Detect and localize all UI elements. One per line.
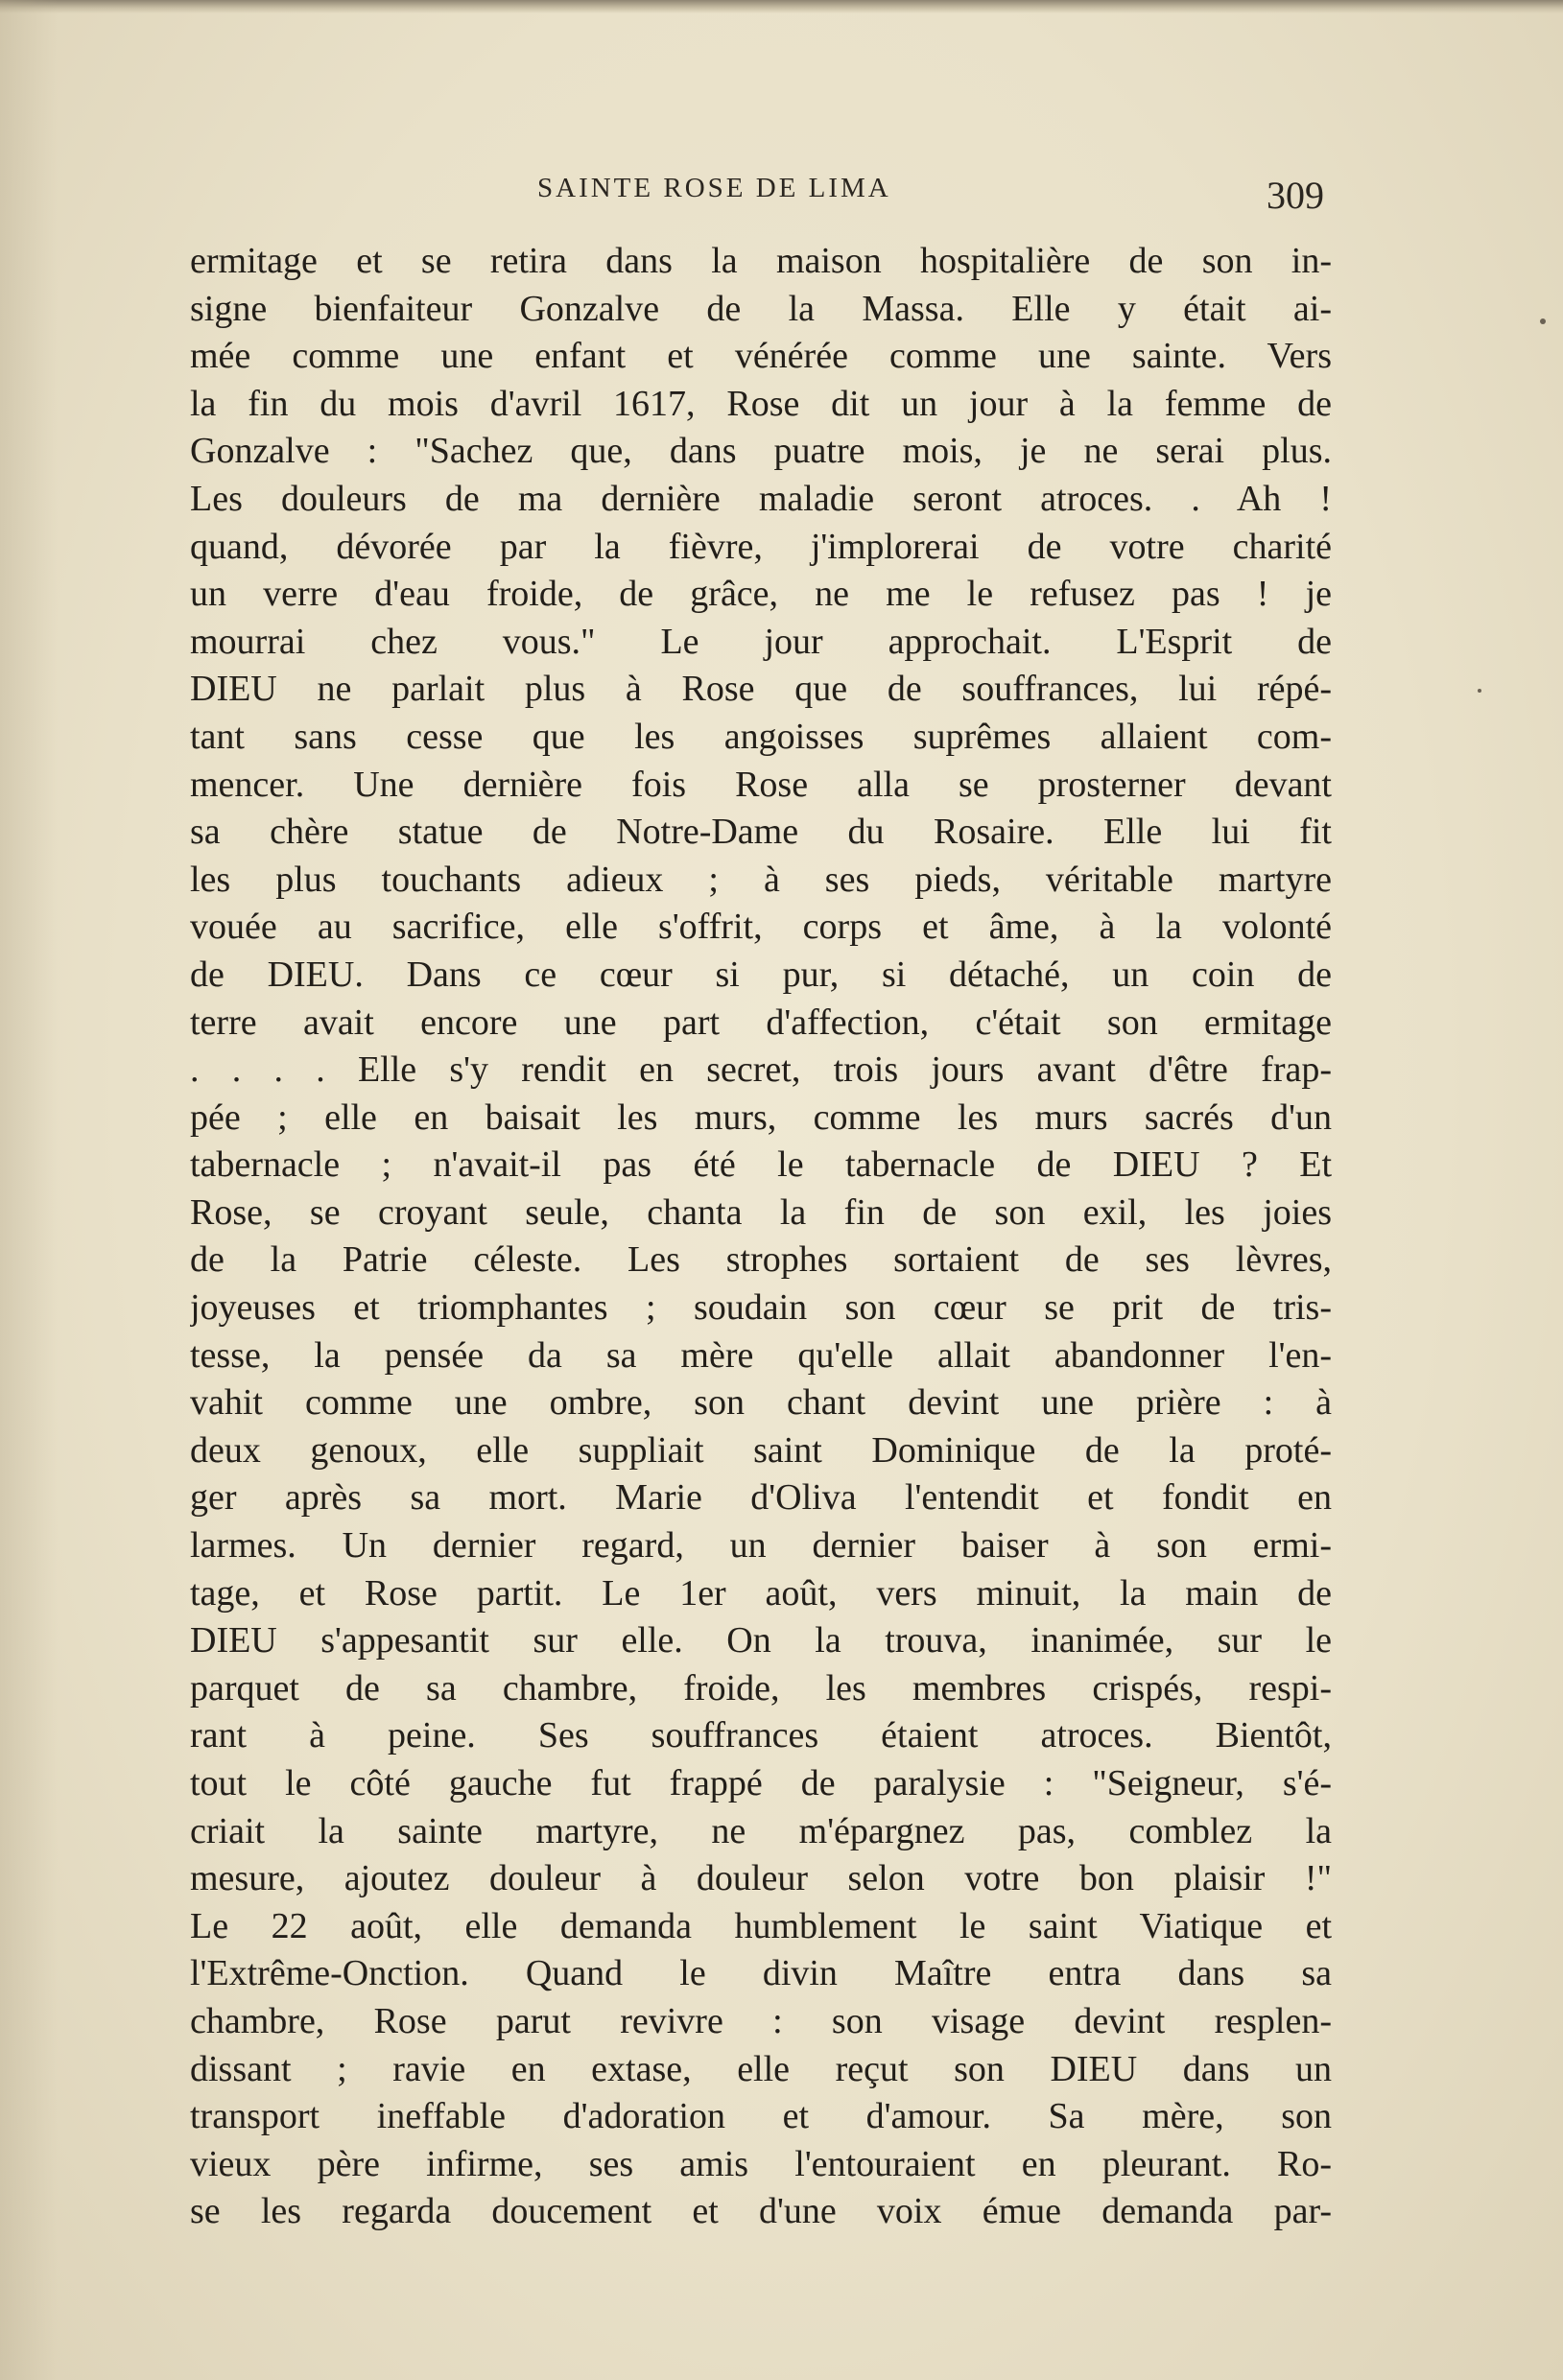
text-line: terre avait encore une part d'affection, c'était son ermitage bbox=[190, 1001, 1332, 1043]
text-line: pée ; elle en baisait les murs, comme les murs sacrés d'un bbox=[190, 1096, 1332, 1138]
text-line: DIEU s'appesantit sur elle. On la trouva, inanimée, sur le bbox=[190, 1620, 1332, 1661]
text-line: mesure, ajoutez douleur à douleur selon votre bon plaisir !" bbox=[190, 1858, 1332, 1899]
text-line: de la Patrie céleste. Les strophes sortaient de ses lèvres, bbox=[190, 1239, 1332, 1281]
text-line: la fin du mois d'avril 1617, Rose dit un jour à la femme de bbox=[190, 383, 1332, 424]
text-line: deux genoux, elle suppliait saint Dominique de la proté- bbox=[190, 1429, 1332, 1471]
text-line: tesse, la pensée da sa mère qu'elle allait abandonner l'en- bbox=[190, 1334, 1332, 1376]
text-line: vouée au sacrifice, elle s'offrit, corps et âme, à la volonté bbox=[190, 907, 1332, 948]
text-line: ger après sa mort. Marie d'Oliva l'entendit et fondit en bbox=[190, 1477, 1332, 1519]
text-line: sa chère statue de Notre-Dame du Rosaire. Elle lui fit bbox=[190, 812, 1332, 853]
text-line: tant sans cesse que les angoisses suprêmes allaient com- bbox=[190, 716, 1332, 757]
text-line: larmes. Un dernier regard, un dernier baiser à son ermi- bbox=[190, 1525, 1332, 1567]
page-gutter-shadow bbox=[0, 0, 58, 2380]
text-line: criait la sainte martyre, ne m'épargnez pas, comblez la bbox=[190, 1810, 1332, 1851]
text-line: Le 22 août, elle demanda humblement le saint Viatique et bbox=[190, 1905, 1332, 1946]
text-line: mée comme une enfant et vénérée comme une sainte. Vers bbox=[190, 336, 1332, 377]
text-line: les plus touchants adieux ; à ses pieds, véritable martyre bbox=[190, 859, 1332, 900]
paper-speck bbox=[1540, 318, 1546, 324]
text-line: Gonzalve : "Sachez que, dans puatre mois, je ne serai plus. bbox=[190, 431, 1332, 472]
text-line: mourrai chez vous." Le jour approchait. L'Esprit de bbox=[190, 621, 1332, 662]
page-top-edge bbox=[0, 0, 1563, 13]
paper-speck bbox=[1478, 689, 1481, 693]
text-line: DIEU ne parlait plus à Rose que de souffrances, lui répé- bbox=[190, 669, 1332, 710]
page-number: 309 bbox=[1267, 174, 1324, 217]
text-line: se les regarda doucement et d'une voix émue demanda par- bbox=[190, 2191, 1332, 2232]
text-line: vieux père infirme, ses amis l'entouraient en pleurant. Ro- bbox=[190, 2143, 1332, 2184]
text-line: signe bienfaiteur Gonzalve de la Massa. Elle y était ai- bbox=[190, 288, 1332, 329]
text-line: mencer. Une dernière fois Rose alla se prosterner devant bbox=[190, 764, 1332, 805]
text-line: tabernacle ; n'avait-il pas été le tabernacle de DIEU ? Et bbox=[190, 1144, 1332, 1186]
text-line: . . . . Elle s'y rendit en secret, trois jours avant d'être frap- bbox=[190, 1049, 1332, 1091]
text-line: quand, dévorée par la fièvre, j'implorerai de votre charité bbox=[190, 526, 1332, 567]
text-line: chambre, Rose parut revivre : son visage devint resplen- bbox=[190, 2000, 1332, 2041]
text-line: parquet de sa chambre, froide, les membres crispés, respi- bbox=[190, 1667, 1332, 1708]
text-line: transport ineffable d'adoration et d'amour. Sa mère, son bbox=[190, 2096, 1332, 2137]
text-line: l'Extrême-Onction. Quand le divin Maître entra dans sa bbox=[190, 1953, 1332, 1994]
text-line: de DIEU. Dans ce cœur si pur, si détaché, un coin de bbox=[190, 954, 1332, 995]
text-line: rant à peine. Ses souffrances étaient atroces. Bientôt, bbox=[190, 1715, 1332, 1756]
text-line: dissant ; ravie en extase, elle reçut son DIEU dans un bbox=[190, 2048, 1332, 2089]
text-line: ermitage et se retira dans la maison hospitalière de son in- bbox=[190, 241, 1332, 281]
text-line: Rose, se croyant seule, chanta la fin de son exil, les joies bbox=[190, 1191, 1332, 1233]
text-line: joyeuses et triomphantes ; soudain son cœur se prit de tris- bbox=[190, 1287, 1332, 1329]
text-line: vahit comme une ombre, son chant devint une prière : à bbox=[190, 1382, 1332, 1424]
text-line: tage, et Rose partit. Le 1er août, vers minuit, la main de bbox=[190, 1572, 1332, 1614]
text-line: tout le côté gauche fut frappé de paralysie : "Seigneur, s'é- bbox=[190, 1763, 1332, 1803]
text-line: un verre d'eau froide, de grâce, ne me le refusez pas ! je bbox=[190, 574, 1332, 615]
text-line: Les douleurs de ma dernière maladie seront atroces. . Ah ! bbox=[190, 478, 1332, 519]
running-title: SAINTE ROSE DE LIMA bbox=[537, 173, 891, 203]
body-text bbox=[190, 238, 1332, 2236]
